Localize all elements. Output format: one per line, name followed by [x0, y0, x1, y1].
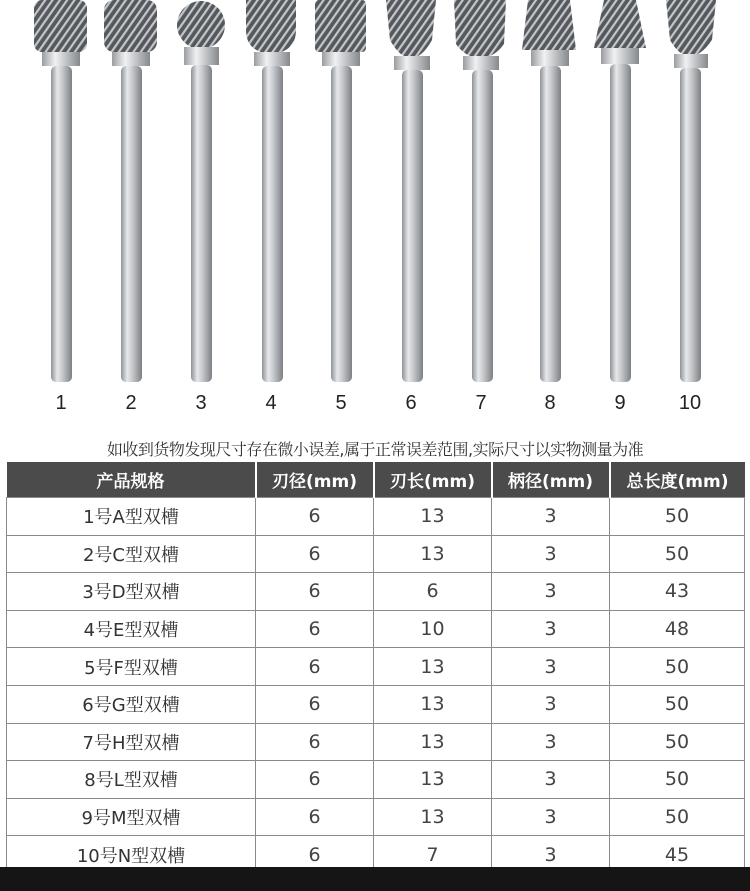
- burr-bit-4: [246, 0, 296, 382]
- burr-bit-5: [315, 0, 366, 382]
- cell-spec: 8号L型双槽: [7, 761, 256, 799]
- spec-table: [6, 462, 745, 874]
- table-row: [7, 761, 745, 799]
- tool-number-5: 5: [335, 392, 347, 414]
- cell-total-length: 50: [610, 685, 745, 723]
- header-spec: 产品规格: [7, 462, 256, 498]
- cell-total-length: 50: [610, 798, 745, 836]
- burr-bits-illustration: [0, 0, 750, 425]
- cell-blade-diameter: 6: [256, 648, 374, 686]
- table-row: [7, 685, 745, 723]
- cell-blade-length: 13: [374, 535, 492, 573]
- cell-total-length: 45: [610, 836, 745, 874]
- bottom-bar: [0, 867, 750, 891]
- header-total-length: 总长度(mm): [610, 462, 745, 498]
- tool-number-2: 2: [125, 392, 137, 414]
- cell-blade-diameter: 6: [256, 573, 374, 611]
- cell-spec: 4号E型双槽: [7, 610, 256, 648]
- table-row: [7, 610, 745, 648]
- burr-bit-8: [522, 0, 576, 382]
- cell-blade-diameter: 6: [256, 498, 374, 536]
- cell-blade-length: 13: [374, 685, 492, 723]
- cell-shank-diameter: 3: [492, 610, 610, 648]
- cell-total-length: 43: [610, 573, 745, 611]
- tool-number-1: 1: [55, 392, 67, 414]
- cell-spec: 6号G型双槽: [7, 685, 256, 723]
- burr-bit-6: [386, 0, 436, 382]
- cell-shank-diameter: 3: [492, 573, 610, 611]
- tool-number-3: 3: [195, 392, 207, 414]
- cell-total-length: 50: [610, 723, 745, 761]
- cell-spec: 9号M型双槽: [7, 798, 256, 836]
- burr-bit-7: [454, 0, 506, 382]
- cell-spec: 5号F型双槽: [7, 648, 256, 686]
- spec-table-header: [7, 462, 745, 498]
- cell-blade-length: 7: [374, 836, 492, 874]
- cell-shank-diameter: 3: [492, 761, 610, 799]
- cell-blade-length: 13: [374, 648, 492, 686]
- tool-number-9: 9: [614, 392, 626, 414]
- size-tolerance-notice: 如收到货物发现尺寸存在微小误差,属于正常误差范围,实际尺寸以实物测量为准: [106, 440, 644, 459]
- cell-total-length: 48: [610, 610, 745, 648]
- burr-bit-3: [177, 1, 225, 382]
- cell-shank-diameter: 3: [492, 836, 610, 874]
- table-row: [7, 798, 745, 836]
- cell-blade-diameter: 6: [256, 723, 374, 761]
- cell-shank-diameter: 3: [492, 723, 610, 761]
- cell-blade-length: 10: [374, 610, 492, 648]
- cell-blade-diameter: 6: [256, 836, 374, 874]
- cell-shank-diameter: 3: [492, 685, 610, 723]
- tool-number-8: 8: [544, 392, 556, 414]
- cell-blade-length: 13: [374, 798, 492, 836]
- table-row: [7, 535, 745, 573]
- cell-blade-length: 13: [374, 761, 492, 799]
- table-row: [7, 573, 745, 611]
- header-shank-diameter: 柄径(mm): [492, 462, 610, 498]
- cell-blade-diameter: 6: [256, 610, 374, 648]
- cell-blade-diameter: 6: [256, 798, 374, 836]
- cell-shank-diameter: 3: [492, 535, 610, 573]
- cell-blade-length: 13: [374, 723, 492, 761]
- cell-total-length: 50: [610, 648, 745, 686]
- burr-bit-10: [666, 0, 716, 382]
- table-row: [7, 723, 745, 761]
- burr-bit-2: [104, 0, 157, 382]
- header-blade-length: 刃长(mm): [374, 462, 492, 498]
- cell-total-length: 50: [610, 761, 745, 799]
- tool-number-10: 10: [678, 392, 702, 414]
- cell-shank-diameter: 3: [492, 648, 610, 686]
- tool-number-4: 4: [265, 392, 277, 414]
- table-row: [7, 498, 745, 536]
- cell-blade-length: 13: [374, 498, 492, 536]
- burr-bit-9: [594, 0, 646, 382]
- cell-spec: 2号C型双槽: [7, 535, 256, 573]
- cell-blade-length: 6: [374, 573, 492, 611]
- cell-blade-diameter: 6: [256, 535, 374, 573]
- burr-bit-1: [34, 0, 87, 382]
- cell-spec: 7号H型双槽: [7, 723, 256, 761]
- cell-blade-diameter: 6: [256, 685, 374, 723]
- table-row: [7, 648, 745, 686]
- cell-shank-diameter: 3: [492, 498, 610, 536]
- cell-spec: 10号N型双槽: [7, 836, 256, 874]
- cell-spec: 3号D型双槽: [7, 573, 256, 611]
- tool-number-6: 6: [405, 392, 417, 414]
- cell-total-length: 50: [610, 498, 745, 536]
- header-blade-diameter: 刃径(mm): [256, 462, 374, 498]
- cell-blade-diameter: 6: [256, 761, 374, 799]
- cell-shank-diameter: 3: [492, 798, 610, 836]
- cell-total-length: 50: [610, 535, 745, 573]
- cell-spec: 1号A型双槽: [7, 498, 256, 536]
- tool-number-7: 7: [475, 392, 487, 414]
